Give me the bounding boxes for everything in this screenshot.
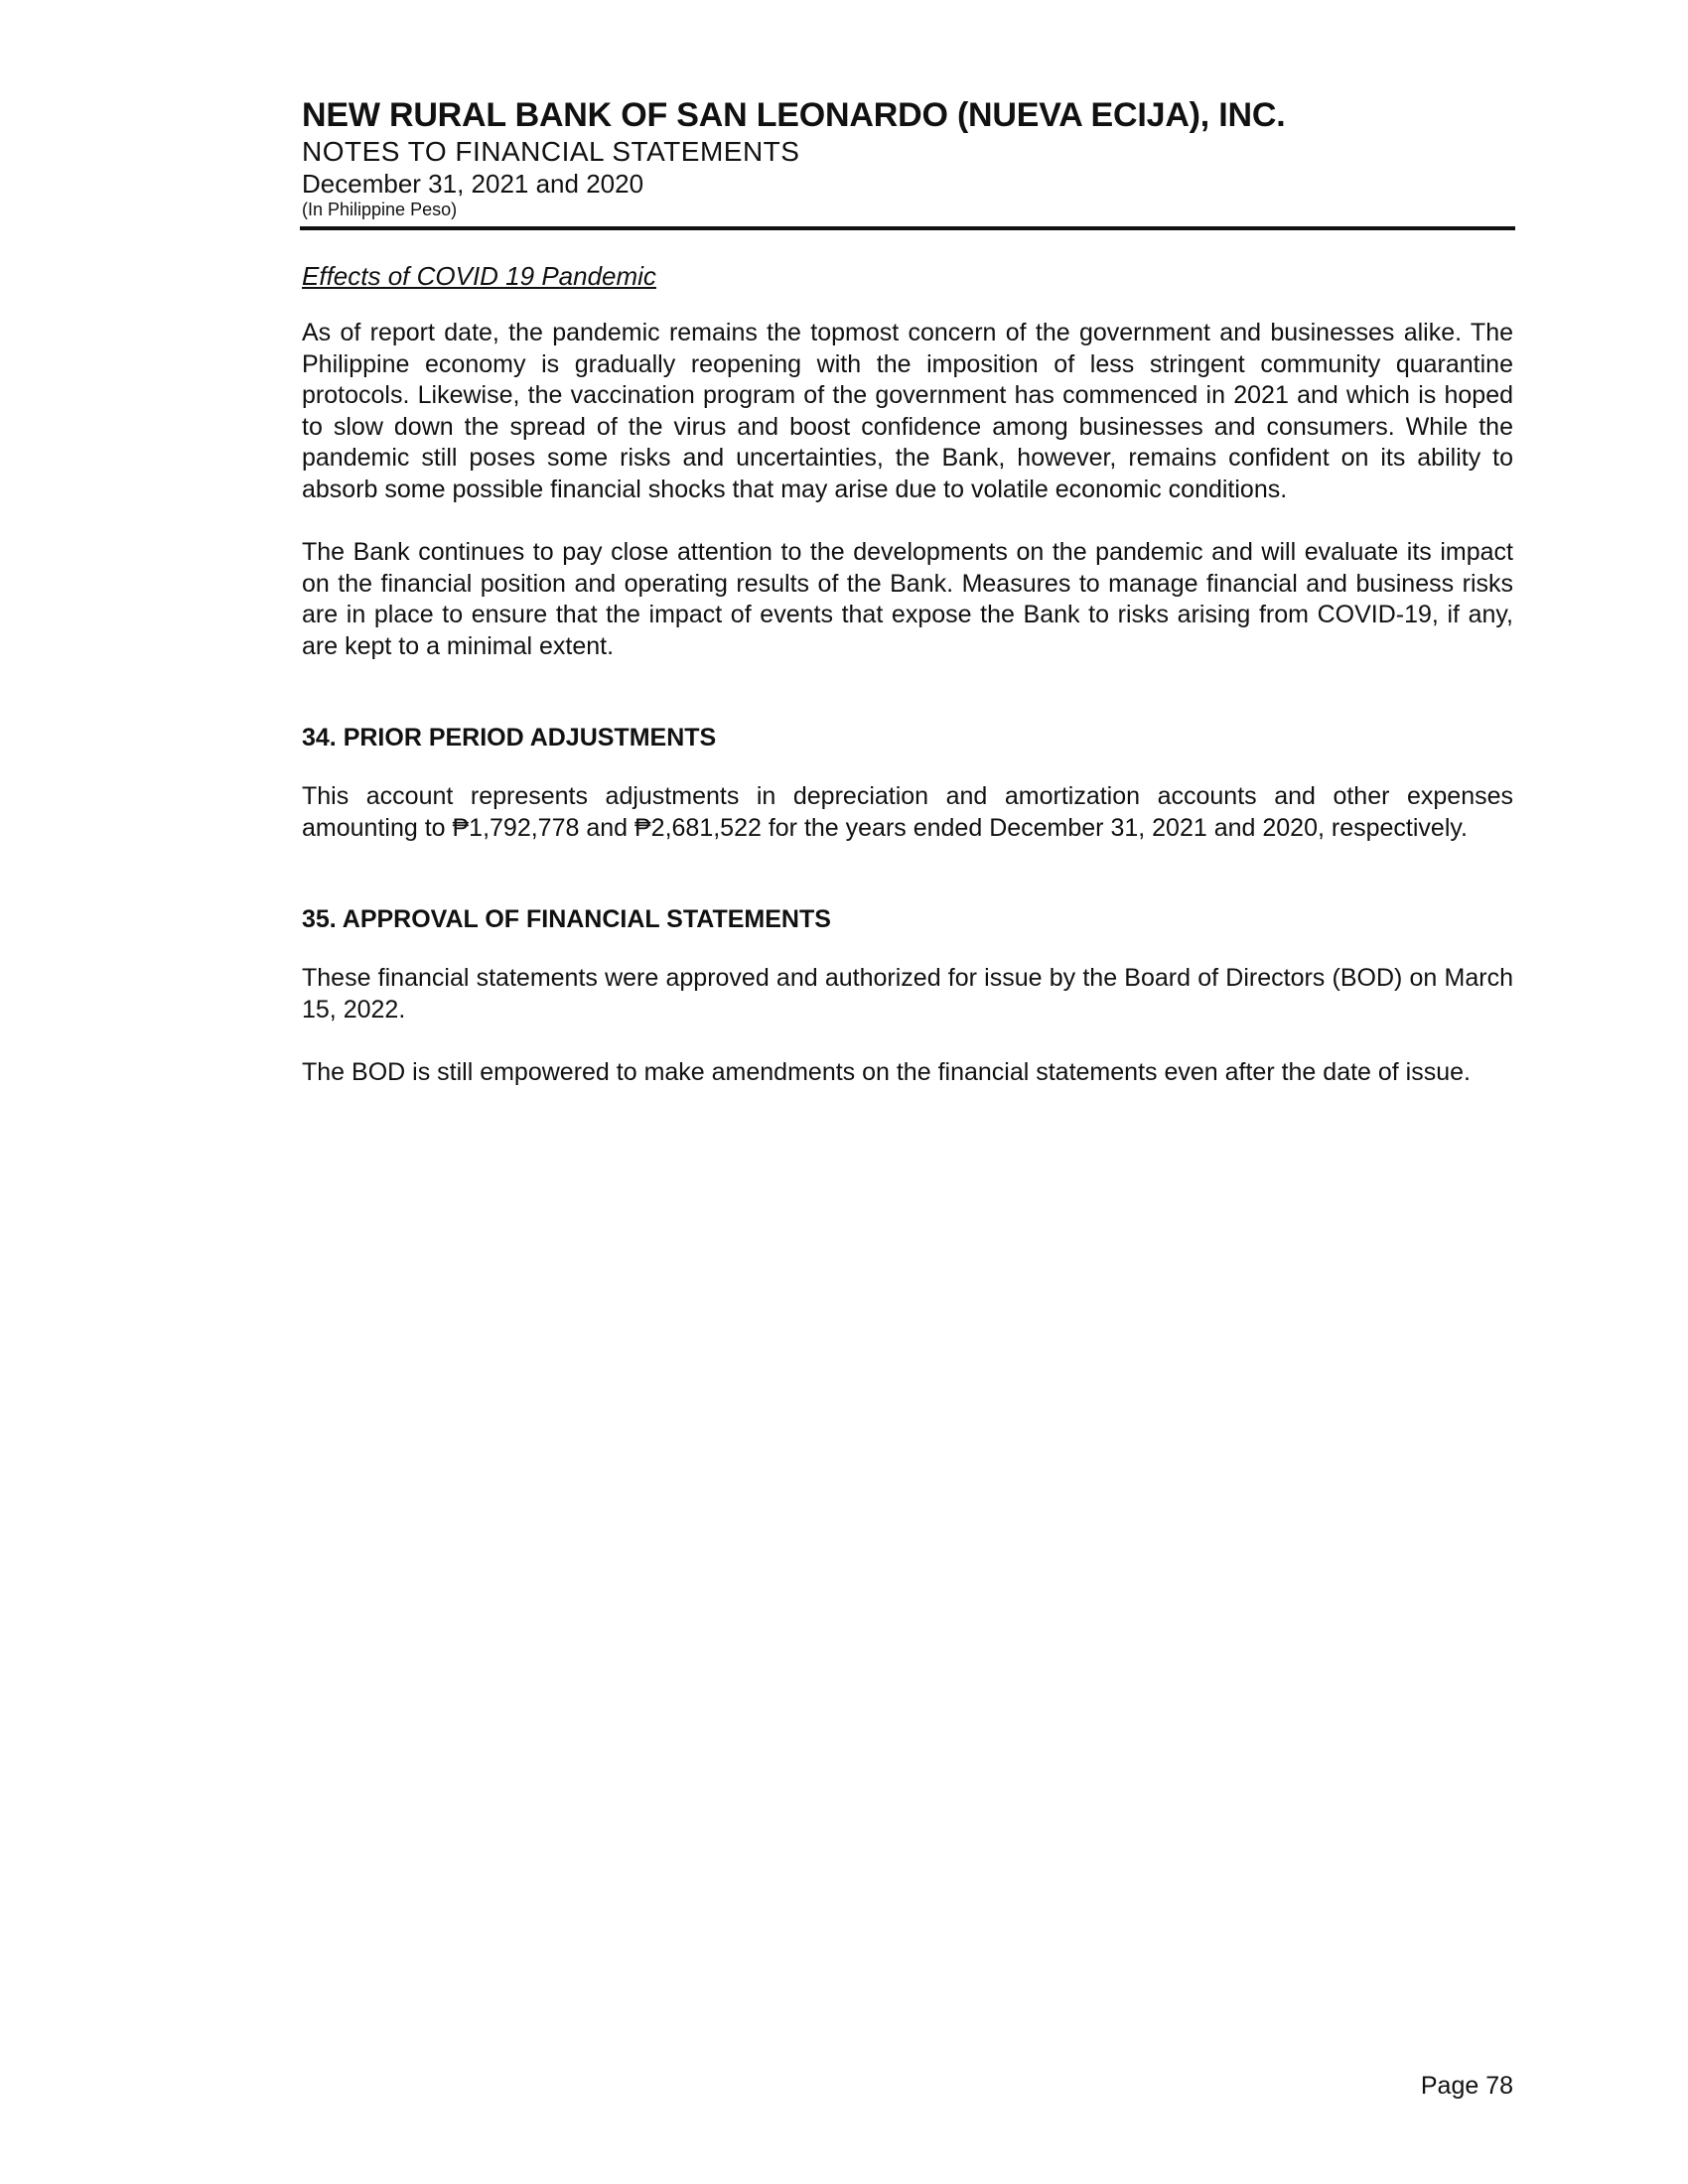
reporting-period: December 31, 2021 and 2020	[302, 169, 644, 199]
covid-paragraph-1: As of report date, the pandemic remains the topmost concern of the government and businesses alike. The Philippine economy is gradually reopening with the imposition of less stringent community quarantine protocols. Likewise, the vaccination program of the government has commenced in 2021 and which is hoped to slow down the spread of the virus and boost confidence among businesses and consumers. While the pandemic still poses some risks and uncertainties, the Bank, however, remains confident on its ability to absorb some possible financial shocks that may arise due to volatile economic conditions.	[302, 319, 1513, 503]
company-name: NEW RURAL BANK OF SAN LEONARDO (NUEVA ECIJA), INC.	[302, 96, 1286, 134]
section-34-paragraph: This account represents adjustments in depreciation and amortization accounts and other expenses amounting to ₱1,792,778 and ₱2,681,522 for the years ended December 31, 2021 and 2020, respectively.	[302, 782, 1513, 842]
section-35-paragraph-1: These financial statements were approved and authorized for issue by the Board of Directors (BOD) on March 15, 2022.	[302, 964, 1513, 1024]
document-body	[302, 260, 1513, 1121]
document-title: NOTES TO FINANCIAL STATEMENTS	[302, 136, 800, 167]
header-divider	[300, 226, 1515, 230]
page-number: Page 78	[1420, 2072, 1513, 2100]
covid-section	[302, 260, 1513, 662]
approval-section	[302, 903, 1513, 1089]
section-35-heading: 35. APPROVAL OF FINANCIAL STATEMENTS	[302, 905, 831, 933]
covid-paragraph-2: The Bank continues to pay close attention to the developments on the pandemic and will evaluate its impact on the financial position and operating results of the Bank. Measures to manage financial and business risks are in place to ensure that the impact of events that expose the Bank to risks arising from COVID-19, if any, are kept to a minimal extent.	[302, 538, 1513, 660]
currency-note: (In Philippine Peso)	[302, 200, 458, 219]
document-header	[302, 95, 1513, 220]
prior-period-adjustments-section	[302, 722, 1513, 844]
section-35-paragraph-2: The BOD is still empowered to make amendments on the financial statements even after the date of issue.	[302, 1058, 1471, 1086]
section-34-heading: 34. PRIOR PERIOD ADJUSTMENTS	[302, 724, 717, 751]
covid-subheading: Effects of COVID 19 Pandemic	[302, 261, 656, 291]
document-page	[302, 0, 1513, 2184]
